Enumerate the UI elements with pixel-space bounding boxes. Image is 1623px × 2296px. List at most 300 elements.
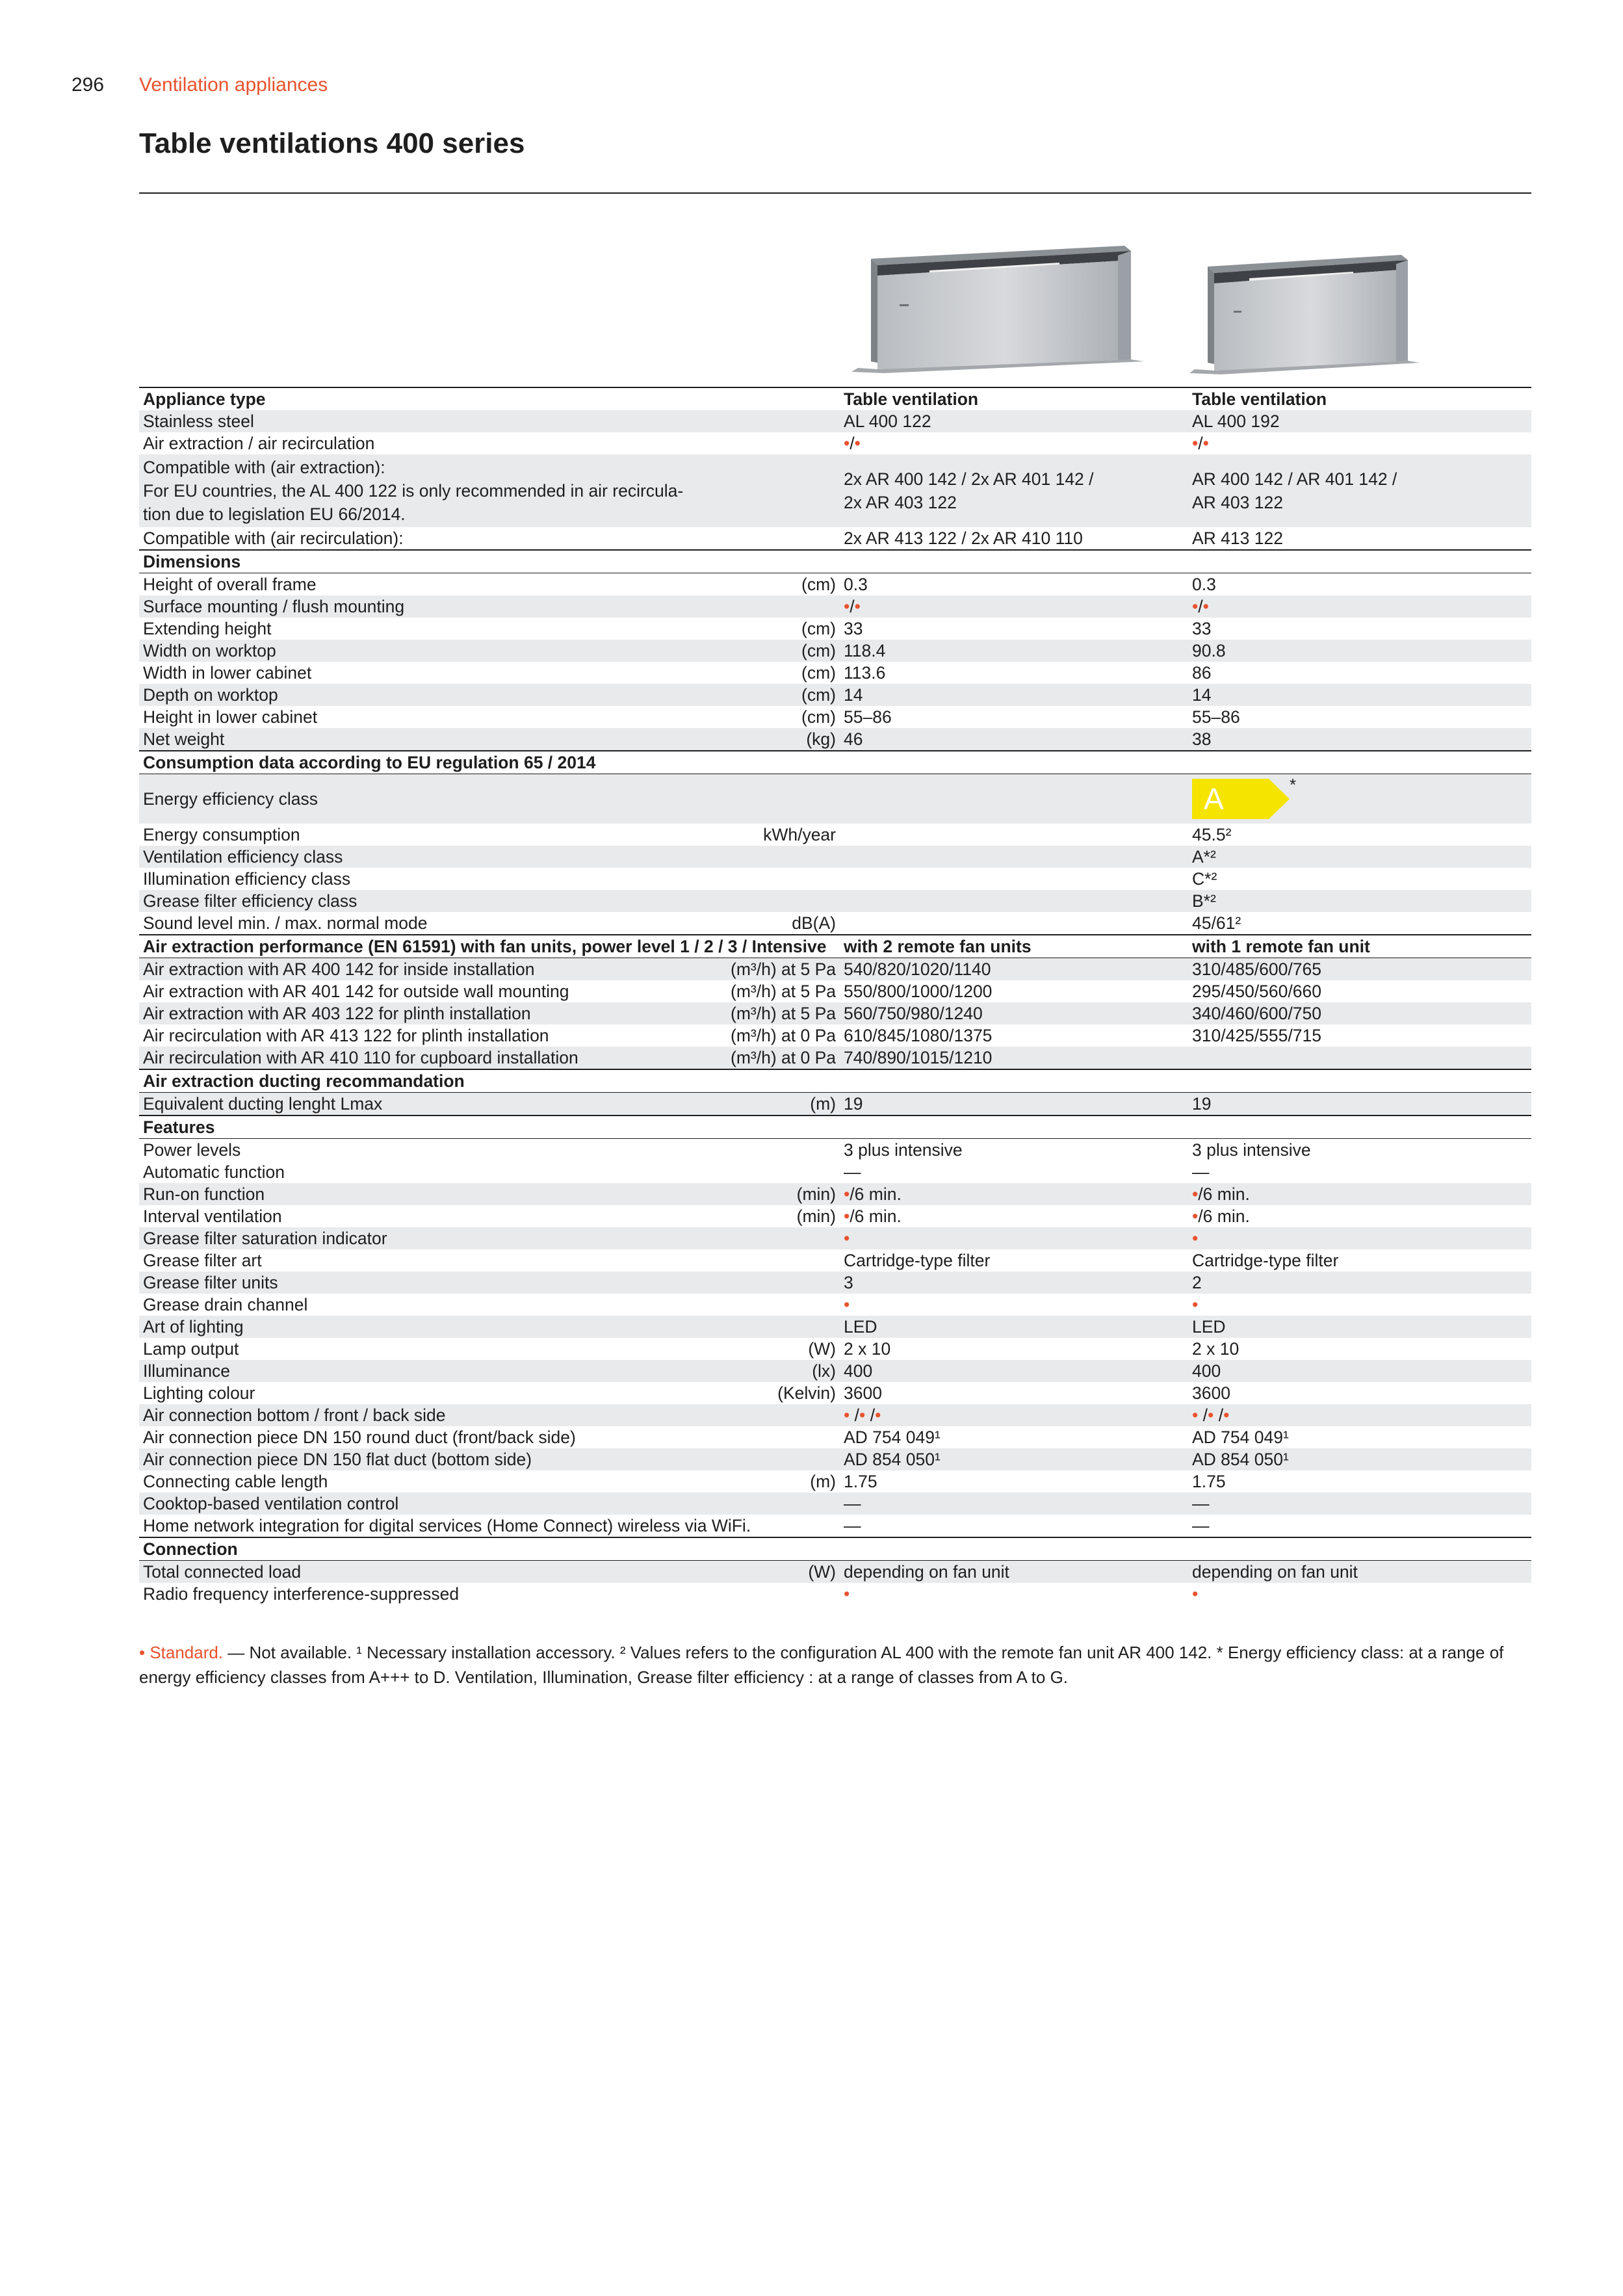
- value-2: 295/450/560/660: [1192, 982, 1321, 1001]
- row-unit: (Kelvin): [777, 1383, 836, 1403]
- value-2: C*²: [1192, 869, 1217, 889]
- table-row: [139, 980, 1531, 1002]
- value-cell-2: [1188, 1404, 1531, 1426]
- value-cell-1: [840, 1338, 1188, 1360]
- value-cell-2: [1188, 1272, 1531, 1294]
- value-cell-1: [840, 935, 1188, 958]
- table-row: [139, 1382, 1531, 1404]
- table-row: [139, 846, 1531, 868]
- value-2: 310/425/555/715: [1192, 1026, 1321, 1045]
- value-1: 540/820/1020/1140: [844, 959, 991, 979]
- value-2: 86: [1192, 663, 1212, 683]
- value-cell-1: [840, 1382, 1188, 1404]
- row-label-cell: [139, 1493, 840, 1515]
- row-unit: (cm): [801, 663, 836, 683]
- value-cell-2: [1188, 573, 1531, 596]
- value-2: 3 plus intensive: [1192, 1140, 1311, 1160]
- value-1: 2x AR 413 122 / 2x AR 410 110: [844, 528, 1083, 548]
- row-label-cell: [139, 1161, 840, 1183]
- value-cell-1: [840, 1249, 1188, 1272]
- value-cell-1: [840, 868, 1188, 890]
- value-cell-2: [1188, 1360, 1531, 1382]
- value-cell-2: [1188, 935, 1531, 958]
- table-row: [139, 454, 1531, 527]
- table-row: [139, 824, 1531, 846]
- value-cell-2: [1188, 958, 1531, 981]
- row-label: Home network integration for digital services (Home Connect) wireless via WiFi.: [143, 1516, 751, 1535]
- value-cell-1: [840, 846, 1188, 868]
- value-cell-2: [1188, 1561, 1531, 1584]
- value-1: 33: [844, 619, 863, 638]
- row-label-cell: [139, 1093, 840, 1116]
- row-label-cell: [139, 550, 1531, 573]
- value-cell-1: [840, 640, 1188, 662]
- value-cell-2: [1188, 1470, 1531, 1493]
- row-label-cell: [139, 1002, 840, 1024]
- value-2: •/•: [1192, 597, 1209, 616]
- value-cell-2: [1188, 432, 1531, 454]
- section-row: [139, 550, 1531, 573]
- value-cell-2: [1188, 662, 1531, 684]
- value-1: —: [844, 1494, 861, 1513]
- value-cell-2: [1188, 1002, 1531, 1024]
- value-cell-1: [840, 573, 1188, 596]
- section-label: Connection: [143, 1539, 238, 1559]
- value-1: 118.4: [844, 641, 886, 660]
- table-row: [139, 1093, 1531, 1116]
- table-row: [139, 1338, 1531, 1360]
- value-cell-2: [1188, 618, 1531, 640]
- row-label-cell: [139, 1583, 840, 1605]
- value-1: —: [844, 1516, 861, 1535]
- value-1: —: [844, 1162, 861, 1182]
- row-unit: (m³/h) at 5 Pa: [731, 1004, 836, 1023]
- value-cell-1: [840, 1583, 1188, 1605]
- row-unit: (m): [810, 1472, 836, 1491]
- row-label-cell: [139, 1426, 840, 1448]
- row-label-cell: [139, 1561, 840, 1584]
- row-unit: (min): [796, 1207, 836, 1226]
- row-unit: (min): [796, 1184, 836, 1204]
- value-1: 113.6: [844, 663, 886, 683]
- section-row: [139, 1069, 1531, 1093]
- row-unit: (W): [808, 1562, 836, 1582]
- row-label: Energy consumption: [143, 825, 300, 844]
- table-row: [139, 1493, 1531, 1515]
- table-row: [139, 640, 1531, 662]
- value-1: •/6 min.: [844, 1184, 902, 1204]
- value-cell-1: [840, 1515, 1188, 1537]
- row-unit: (lx): [812, 1361, 836, 1381]
- value-cell-1: [840, 1139, 1188, 1162]
- page-number: 296: [71, 74, 105, 96]
- table-row: [139, 1272, 1531, 1294]
- row-label: Grease filter saturation indicator: [143, 1229, 387, 1248]
- value-cell-2: [1188, 1249, 1531, 1272]
- value-2: 0.3: [1192, 575, 1216, 594]
- table-row: [139, 662, 1531, 684]
- value-cell-1: [840, 618, 1188, 640]
- footnote-text: — Not available. ¹ Necessary installation accessory. ² Values refers to the configuration AL 400 with the remote fan unit AR 400 142. * Energy efficiency class: at a range of energy efficiency classes from A+++ to D. Ventilation, Illumination, Grease filter efficiency : at a range of classes from A to G.: [139, 1643, 1504, 1687]
- table-row: [139, 684, 1531, 706]
- value-cell-2: [1188, 1338, 1531, 1360]
- table-row: [139, 1404, 1531, 1426]
- value-cell-1: [840, 1024, 1188, 1047]
- value-cell-1: [840, 1047, 1188, 1069]
- value-2: •/6 min.: [1192, 1184, 1250, 1204]
- table-row: [139, 1316, 1531, 1338]
- spec-table: [139, 387, 1531, 1605]
- product-image-large: [845, 246, 1144, 376]
- row-label-cell: [139, 890, 840, 912]
- value-2: 340/460/600/750: [1192, 1004, 1321, 1023]
- row-unit: dB(A): [792, 913, 836, 933]
- value-1: 1.75: [844, 1472, 877, 1491]
- value-1: 55–86: [844, 707, 892, 727]
- table-row: [139, 1583, 1531, 1605]
- value-2: with 1 remote fan unit: [1192, 937, 1370, 956]
- row-label-cell: [139, 868, 840, 890]
- value-2: 45/61²: [1192, 913, 1241, 933]
- row-label: Lighting colour: [143, 1383, 255, 1403]
- value-cell-2: [1188, 1583, 1531, 1605]
- value-1: 2x AR 400 142 / 2x AR 401 142 / 2x AR 403 122: [844, 469, 1094, 512]
- value-2: depending on fan unit: [1192, 1562, 1358, 1582]
- section-row: [139, 751, 1531, 774]
- row-label: Power levels: [143, 1140, 241, 1160]
- row-label-cell: [139, 684, 840, 706]
- table-row: [139, 432, 1531, 454]
- value-cell-1: [840, 410, 1188, 432]
- row-label-cell: [139, 958, 840, 981]
- value-2: 55–86: [1192, 707, 1240, 727]
- row-label: Air recirculation with AR 413 122 for plinth installation: [143, 1026, 549, 1045]
- energy-class-badge: [1192, 775, 1297, 819]
- row-label-cell: [139, 410, 840, 432]
- value-cell-2: [1188, 527, 1531, 550]
- value-2: —: [1192, 1494, 1210, 1513]
- row-label-cell: [139, 980, 840, 1002]
- value-cell-2: [1188, 1139, 1531, 1162]
- value-1: •: [844, 1295, 850, 1314]
- table-row: [139, 1227, 1531, 1249]
- table-row: [139, 728, 1531, 751]
- value-cell-1: [840, 432, 1188, 454]
- value-2: 14: [1192, 685, 1212, 705]
- value-cell-2: [1188, 1183, 1531, 1205]
- value-cell-1: [840, 774, 1188, 824]
- value-2: AR 413 122: [1192, 528, 1283, 548]
- row-label-cell: [139, 1069, 1531, 1093]
- table-row: [139, 1561, 1531, 1584]
- value-1: 14: [844, 685, 863, 705]
- value-cell-1: [840, 824, 1188, 846]
- value-cell-2: [1188, 387, 1531, 410]
- value-1: 560/750/980/1240: [844, 1004, 983, 1023]
- row-label: Air connection piece DN 150 flat duct (bottom side): [143, 1450, 532, 1469]
- value-2: 33: [1192, 619, 1212, 638]
- row-label-cell: [139, 1183, 840, 1205]
- table-row: [139, 1047, 1531, 1069]
- value-2: • /• /•: [1192, 1405, 1230, 1425]
- value-1: 740/890/1015/1210: [844, 1048, 993, 1067]
- value-cell-2: [1188, 640, 1531, 662]
- table-row: [139, 1205, 1531, 1227]
- value-cell-2: [1188, 912, 1531, 935]
- row-label-cell: [139, 1272, 840, 1294]
- value-1: Table ventilation: [844, 389, 979, 409]
- row-label: Connecting cable length: [143, 1472, 328, 1491]
- value-cell-1: [840, 387, 1188, 410]
- value-cell-2: [1188, 1047, 1531, 1069]
- value-1: AL 400 122: [844, 411, 931, 431]
- row-label: Extending height: [143, 619, 272, 638]
- row-label: Air extraction / air recirculation: [143, 434, 375, 453]
- value-2: —: [1192, 1162, 1210, 1182]
- value-cell-2: [1188, 1448, 1531, 1470]
- value-cell-1: [840, 1093, 1188, 1116]
- energy-class-asterisk: *: [1290, 775, 1297, 794]
- row-label-cell: [139, 1294, 840, 1316]
- row-label-cell: [139, 432, 840, 454]
- row-label-cell: [139, 640, 840, 662]
- value-cell-2: [1188, 410, 1531, 432]
- row-label: Compatible with (air recirculation):: [143, 528, 404, 548]
- row-unit: (cm): [801, 685, 836, 705]
- row-unit: (kg): [806, 729, 836, 749]
- table-row: [139, 618, 1531, 640]
- value-2: •: [1192, 1295, 1199, 1314]
- value-cell-2: [1188, 1161, 1531, 1183]
- row-unit: (cm): [801, 619, 836, 638]
- table-row: [139, 1294, 1531, 1316]
- table-row: [139, 958, 1531, 981]
- table-row: [139, 595, 1531, 618]
- value-2: 2 x 10: [1192, 1339, 1240, 1359]
- row-label: Air connection bottom / front / back side: [143, 1405, 446, 1425]
- table-row: [139, 527, 1531, 550]
- title-divider: [139, 192, 1531, 194]
- row-label-cell: [139, 1139, 840, 1162]
- row-label-cell: [139, 706, 840, 728]
- table-row: [139, 1360, 1531, 1382]
- value-2: 90.8: [1192, 641, 1226, 660]
- value-1: • /• /•: [844, 1405, 881, 1425]
- value-cell-2: [1188, 846, 1531, 868]
- section-row: [139, 1537, 1531, 1561]
- energy-class-letter: A: [1204, 782, 1224, 816]
- value-2: AL 400 192: [1192, 411, 1280, 431]
- row-label-cell: [139, 573, 840, 596]
- value-cell-1: [840, 890, 1188, 912]
- row-label: Interval ventilation: [143, 1207, 282, 1226]
- row-unit: (m): [810, 1094, 836, 1114]
- row-label: Run-on function: [143, 1184, 265, 1204]
- row-unit: (cm): [801, 707, 836, 727]
- row-label-cell: [139, 1382, 840, 1404]
- row-label: Illuminance: [143, 1361, 231, 1381]
- table-row: [139, 706, 1531, 728]
- table-row: [139, 868, 1531, 890]
- row-label: Air connection piece DN 150 round duct (front/back side): [143, 1428, 576, 1447]
- row-label-cell: [139, 846, 840, 868]
- value-2: —: [1192, 1516, 1210, 1535]
- row-label-cell: [139, 1537, 1531, 1561]
- value-1: 2 x 10: [844, 1339, 891, 1359]
- value-2: •/•: [1192, 434, 1209, 453]
- table-row: [139, 890, 1531, 912]
- value-1: AD 754 049¹: [844, 1428, 941, 1447]
- table-row: [139, 573, 1531, 596]
- row-label: Depth on worktop: [143, 685, 278, 705]
- value-2: AD 854 050¹: [1192, 1450, 1289, 1469]
- value-cell-1: [840, 1493, 1188, 1515]
- row-label-cell: [139, 1227, 840, 1249]
- value-1: •/•: [844, 434, 861, 453]
- table-row: [139, 1426, 1531, 1448]
- value-cell-2: [1188, 728, 1531, 751]
- value-cell-1: [840, 595, 1188, 618]
- section-label: Features: [143, 1117, 215, 1137]
- value-cell-2: [1188, 1205, 1531, 1227]
- row-label: Width on worktop: [143, 641, 276, 660]
- value-2: AD 754 049¹: [1192, 1428, 1289, 1447]
- value-cell-1: [840, 1360, 1188, 1382]
- row-label-cell: [139, 1448, 840, 1470]
- row-label-cell: [139, 1047, 840, 1069]
- row-unit: (cm): [801, 641, 836, 660]
- section-label: Air extraction ducting recommandation: [143, 1071, 465, 1091]
- row-label-cell: [139, 935, 840, 958]
- row-label: Cooktop-based ventilation control: [143, 1494, 399, 1513]
- value-cell-2: [1188, 868, 1531, 890]
- value-2: 1.75: [1192, 1472, 1226, 1491]
- value-cell-1: [840, 1183, 1188, 1205]
- row-unit: (m³/h) at 5 Pa: [731, 982, 836, 1001]
- table-row: [139, 1002, 1531, 1024]
- row-label: Air recirculation with AR 410 110 for cupboard installation: [143, 1048, 578, 1067]
- value-2: Table ventilation: [1192, 389, 1327, 409]
- row-label-cell: [139, 595, 840, 618]
- value-cell-1: [840, 912, 1188, 935]
- value-1: AD 854 050¹: [844, 1450, 941, 1469]
- table-row: [139, 1249, 1531, 1272]
- value-1: Cartridge-type filter: [844, 1251, 991, 1270]
- table-row: [139, 1161, 1531, 1183]
- row-label-cell: [139, 1316, 840, 1338]
- value-2: 3600: [1192, 1383, 1230, 1403]
- value-cell-2: [1188, 1093, 1531, 1116]
- value-cell-2: [1188, 706, 1531, 728]
- row-label-cell: [139, 454, 840, 527]
- row-unit: (m³/h) at 5 Pa: [731, 959, 836, 979]
- row-label-cell: [139, 618, 840, 640]
- row-label: Illumination efficiency class: [143, 869, 351, 889]
- table-row: [139, 1024, 1531, 1047]
- value-1: 19: [844, 1094, 863, 1114]
- value-cell-1: [840, 454, 1188, 527]
- value-cell-2: [1188, 980, 1531, 1002]
- row-label-cell: [139, 1024, 840, 1047]
- row-label-cell: [139, 774, 840, 824]
- value-cell-2: [1188, 1294, 1531, 1316]
- value-cell-1: [840, 527, 1188, 550]
- value-2: 310/485/600/765: [1192, 959, 1321, 979]
- row-unit: (m³/h) at 0 Pa: [731, 1048, 836, 1067]
- value-cell-1: [840, 1294, 1188, 1316]
- value-2: AR 400 142 / AR 401 142 / AR 403 122: [1192, 469, 1397, 512]
- value-2: 45.5²: [1192, 825, 1232, 844]
- section-label: Consumption data according to EU regulation 65 / 2014: [143, 753, 596, 772]
- row-label: Total connected load: [143, 1562, 302, 1582]
- footnote-standard: • Standard.: [139, 1643, 224, 1662]
- value-1: LED: [844, 1317, 877, 1337]
- table-row: [139, 1470, 1531, 1493]
- value-cell-1: [840, 980, 1188, 1002]
- row-label-cell: [139, 1515, 840, 1537]
- value-cell-2: [1188, 824, 1531, 846]
- page-title: Table ventilations 400 series: [139, 127, 525, 159]
- value-1: •: [844, 1229, 850, 1248]
- row-label: Air extraction with AR 400 142 for inside installation: [143, 959, 535, 979]
- value-2: 19: [1192, 1094, 1212, 1114]
- row-label-cell: [139, 912, 840, 935]
- row-label-cell: [139, 824, 840, 846]
- footnote: [139, 1640, 1531, 1689]
- row-label: Grease filter efficiency class: [143, 891, 357, 911]
- value-1: 550/800/1000/1200: [844, 982, 993, 1001]
- row-label: Appliance type: [143, 389, 266, 409]
- value-cell-1: [840, 1404, 1188, 1426]
- value-cell-2: [1188, 595, 1531, 618]
- row-label: Radio frequency interference-suppressed: [143, 1584, 460, 1604]
- header-row: [139, 387, 1531, 410]
- value-cell-2: [1188, 1382, 1531, 1404]
- row-label-cell: [139, 1470, 840, 1493]
- row-label: Compatible with (air extraction): For EU countries, the AL 400 122 is only recommended in air recircula- tion due to legislation EU 66/2014.: [143, 458, 684, 524]
- row-unit: kWh/year: [763, 825, 836, 844]
- table-row: [139, 774, 1531, 824]
- value-1: depending on fan unit: [844, 1562, 1009, 1582]
- value-cell-2: [1188, 1426, 1531, 1448]
- row-label: Ventilation efficiency class: [143, 847, 343, 867]
- value-1: •/•: [844, 597, 861, 616]
- value-2: A*²: [1192, 847, 1216, 867]
- value-2: 2: [1192, 1273, 1202, 1292]
- value-cell-1: [840, 662, 1188, 684]
- value-1: •/6 min.: [844, 1207, 902, 1226]
- row-unit: (cm): [801, 575, 836, 594]
- table-row: [139, 1448, 1531, 1470]
- value-cell-1: [840, 1205, 1188, 1227]
- value-1: 46: [844, 729, 863, 749]
- row-label: Width in lower cabinet: [143, 663, 312, 683]
- row-label-cell: [139, 1249, 840, 1272]
- value-cell-1: [840, 1272, 1188, 1294]
- section-row: [139, 935, 1531, 958]
- value-2: Cartridge-type filter: [1192, 1251, 1339, 1270]
- row-label: Surface mounting / flush mounting: [143, 597, 405, 616]
- row-label: Height of overall frame: [143, 575, 317, 594]
- row-label: Lamp output: [143, 1339, 239, 1359]
- value-2: •/6 min.: [1192, 1207, 1250, 1226]
- row-label-cell: [139, 527, 840, 550]
- value-1: •: [844, 1584, 850, 1604]
- row-label-cell: [139, 728, 840, 751]
- value-cell-1: [840, 706, 1188, 728]
- section-label: Dimensions: [143, 552, 241, 571]
- value-1: 400: [844, 1361, 873, 1381]
